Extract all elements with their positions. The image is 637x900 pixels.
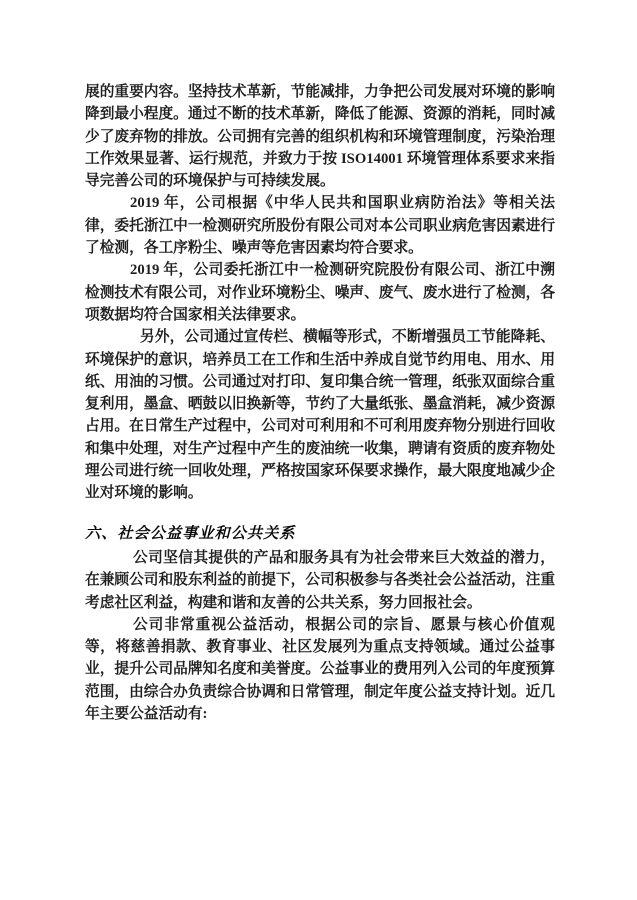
paragraph-work-environment-testing-2019: 2019 年，公司委托浙江中一检测研究院股份有限公司、浙江中溯检测技术有限公司，对作业环境粉尘、噪声、废气、废水进行了检测，各项数据均符合国家相关法律要求。 bbox=[85, 262, 556, 323]
section-heading-public-welfare: 六、社会公益事业和公共关系 bbox=[85, 524, 296, 542]
paragraph-welfare-belief: 公司坚信其提供的产品和服务具有为社会带来巨大效益的潜力，在兼顾公司和股东利益的前提下，公司积极参与各类社会公益活动，注重考虑社区利益，构建和谐和友善的公共关系，努力回报社会。 bbox=[85, 549, 556, 611]
document-page bbox=[85, 81, 555, 725]
paragraph-occupational-disease-testing-2019: 2019 年，公司根据《中华人民共和国职业病防治法》等相关法律，委托浙江中一检测研究所股份有限公司对本公司职业病危害因素进行了检测，各工序粉尘、噪声等危害因素均符合要求。 bbox=[85, 195, 556, 257]
paragraph-environment-continued: 展的重要内容。坚持技术革新，节能减排，力争把公司发展对环境的影响降到最小程度。通过不断的技术革新，降低了能源、资源的消耗，同时减少了废弃物的排放。公司拥有完善的组织机构和环境管理制度，污染治理工作效果显著、运行规范，并致力于按 ISO14001 环境管理体系要求来指导完善公司的环境保护与可持续发展。 bbox=[85, 84, 556, 190]
paragraph-resource-conservation: 另外，公司通过宣传栏、横幅等形式，不断增强员工节能降耗、环境保护的意识，培养员工在工作和生活中养成自觉节约用电、用水、用纸、用油的习惯。公司通过对打印、复印集合统一管理，纸张双面综合重复利用，墨盒、晒鼓以旧换新等，节约了大量纸张、墨盒消耗，减少资源占用。在日常生产过程中，公司对可利用和不可利用废弃物分别进行回收和集中处理，对生产过程中产生的废油统一收集，聘请有资质的废弃物处理公司进行统一回收处理，严格按国家环保要求操作，最大限度地减少企业对环境的影响。 bbox=[85, 329, 556, 502]
paragraph-welfare-management: 公司非常重视公益活动，根据公司的宗旨、愿景与核心价值观等，将慈善捐款、教育事业、社区发展列为重点支持领域。通过公益事业，提升公司品牌知名度和美誉度。公益事业的费用列入公司的年度预算范围，由综合办负责综合协调和日常管理，制定年度公益支持计划。近几年主要公益活动有: bbox=[85, 616, 556, 723]
